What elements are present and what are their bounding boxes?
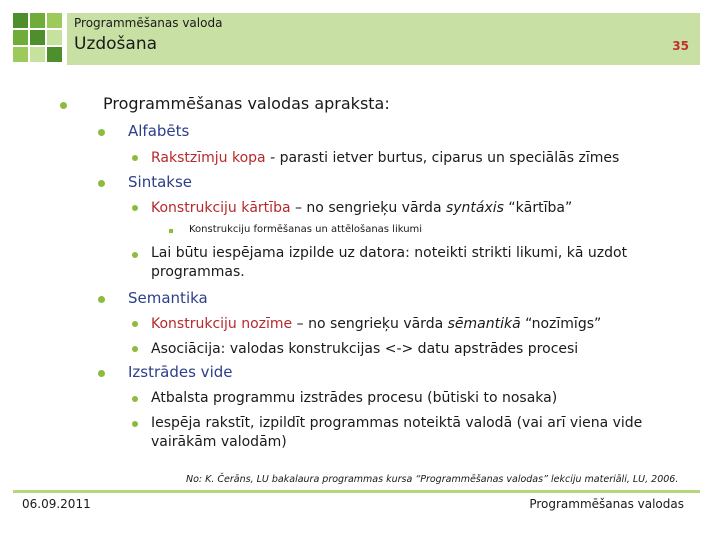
- bullet-icon: [132, 396, 138, 402]
- header-course-label: Programmēšanas valoda: [74, 16, 223, 30]
- main-heading: Programmēšanas valodas apraksta:: [103, 94, 390, 113]
- item-alfabets: Alfabēts: [128, 122, 190, 140]
- bullet-icon: [98, 296, 105, 303]
- footer-date: 06.09.2011: [22, 497, 91, 511]
- item-semantika: Semantika: [128, 289, 208, 307]
- sintakse-purpose-line2: programmas.: [151, 264, 245, 280]
- source-citation: No: K. Čerāns, LU bakalaura programmas kursa “Programmēšanas valodas” lekciju materiāli, LU, 2006.: [186, 474, 679, 485]
- sintakse-subnote: Konstrukciju formēšanas un attēlošanas likumi: [189, 224, 423, 235]
- item-sintakse: Sintakse: [128, 173, 192, 191]
- bullet-icon: [98, 129, 105, 136]
- bullet-icon: [132, 421, 138, 427]
- sintakse-description: Konstrukciju kārtība – no sengrieķu vārda syntáxis “kārtība”: [151, 200, 573, 216]
- izstrades-ability-line2: vairākām valodām): [151, 434, 287, 450]
- bullet-icon: [132, 321, 138, 327]
- bullet-icon: [132, 346, 138, 352]
- page-title: Uzdošana: [74, 34, 158, 54]
- bullet-icon: [60, 102, 67, 109]
- footer-title: Programmēšanas valodas: [529, 497, 684, 511]
- izstrades-support: Atbalsta programmu izstrādes procesu (būtiski to nosaka): [151, 390, 558, 406]
- semantika-description: Konstrukciju nozīme – no sengrieķu vārda sēmantikā “nozīmīgs”: [151, 316, 602, 332]
- footer-divider: [13, 490, 700, 493]
- alfabets-description: Rakstzīmju kopa - parasti ietver burtus, ciparus un speciālās zīmes: [151, 150, 620, 166]
- bullet-icon: [98, 180, 105, 187]
- item-izstrades-vide: Izstrādes vide: [128, 363, 233, 381]
- bullet-icon: [98, 370, 105, 377]
- bullet-icon: [132, 205, 138, 211]
- bullet-icon: [132, 252, 138, 258]
- sintakse-purpose-line1: Lai būtu iespējama izpilde uz datora: noteikti strikti likumi, kā uzdot: [151, 245, 628, 261]
- logo-grid: [13, 13, 65, 65]
- izstrades-ability-line1: Iespēja rakstīt, izpildīt programmas noteiktā valodā (vai arī viena vide: [151, 415, 643, 431]
- square-bullet-icon: [169, 229, 173, 233]
- bullet-icon: [132, 155, 138, 161]
- slide-number: 35: [672, 39, 689, 53]
- semantika-association: Asociācija: valodas konstrukcijas <-> datu apstrādes procesi: [151, 341, 579, 357]
